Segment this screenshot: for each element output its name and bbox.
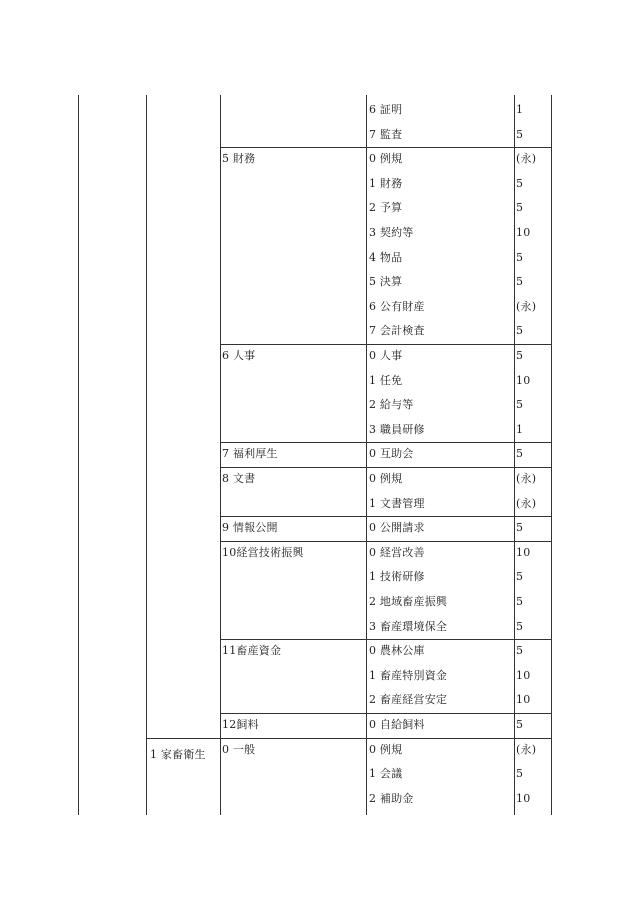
row-item-label: 7 監査: [369, 127, 403, 141]
row-item-label: 5 決算: [369, 275, 403, 289]
group-divider: [146, 738, 551, 739]
row-retention-years: 5: [516, 718, 524, 731]
group-divider: [220, 639, 551, 640]
row-retention-years: 5: [516, 767, 524, 781]
row-retention-years: 10: [516, 693, 531, 707]
row-group-label: 11畜産資金: [222, 644, 282, 658]
group-divider: [220, 713, 551, 714]
row-item-label: 0 例規: [369, 742, 403, 756]
row-retention-years: 10: [516, 668, 531, 682]
row-retention-years: 5: [516, 349, 524, 362]
row-retention-years: (永): [516, 299, 537, 313]
row-retention-years: 10: [516, 545, 531, 559]
row-retention-years: (永): [516, 152, 537, 166]
row-item-label: 0 農林公庫: [369, 644, 425, 658]
column-rule-0: [78, 95, 79, 815]
row-item-label: 1 会議: [369, 767, 403, 781]
row-retention-years: (永): [516, 496, 537, 510]
group-divider: [220, 147, 551, 148]
row-group-label: 12飼料: [222, 718, 259, 731]
row-item-label: 1 畜産特別資金: [369, 668, 448, 682]
row-group-label: 7 福利厚生: [222, 447, 278, 461]
row-item-label: 6 公有財産: [369, 299, 425, 313]
group-divider: [220, 541, 551, 542]
row-retention-years: 5: [516, 275, 524, 289]
row-item-label: 3 畜産環境保全: [369, 619, 448, 633]
group-divider: [220, 344, 551, 345]
group-divider: [220, 442, 551, 443]
row-item-label: 7 会計検査: [369, 324, 425, 338]
row-item-label: 2 地域畜産振興: [369, 595, 448, 608]
row-group-label: 10経営技術振興: [222, 545, 304, 559]
row-retention-years: 10: [516, 373, 531, 387]
row-item-label: 2 予算: [369, 201, 403, 215]
row-group-label: 6 人事: [222, 349, 256, 362]
row-item-label: 4 物品: [369, 250, 403, 264]
row-retention-years: 5: [516, 447, 524, 461]
row-item-label: 1 技術研修: [369, 570, 425, 584]
row-item-label: 2 補助金: [369, 791, 414, 805]
row-retention-years: 10: [516, 226, 531, 239]
row-retention-years: 5: [516, 570, 524, 584]
row-retention-years: 5: [516, 176, 524, 190]
row-retention-years: 5: [516, 595, 524, 608]
row-retention-years: 5: [516, 644, 524, 658]
column-rule-4: [514, 95, 515, 815]
row-retention-years: 5: [516, 201, 524, 215]
row-group-label: 0 一般: [222, 742, 256, 756]
row-retention-years: 5: [516, 619, 524, 633]
row-item-label: 1 財務: [369, 176, 403, 190]
row-item-label: 1 任免: [369, 373, 403, 387]
row-retention-years: (永): [516, 472, 537, 485]
row-item-label: 0 例規: [369, 472, 403, 485]
group-divider: [220, 467, 551, 468]
column-rule-1: [146, 95, 147, 815]
row-retention-years: 1: [516, 103, 524, 116]
section-label: 1 家畜衛生: [150, 748, 206, 761]
row-item-label: 3 契約等: [369, 226, 414, 239]
row-item-label: 2 給与等: [369, 398, 414, 412]
row-item-label: 0 互助会: [369, 447, 414, 461]
row-retention-years: 5: [516, 324, 524, 338]
row-item-label: 0 経営改善: [369, 545, 425, 559]
row-item-label: 0 公開請求: [369, 521, 425, 535]
row-retention-years: (永): [516, 742, 537, 756]
row-item-label: 0 自給飼料: [369, 718, 425, 731]
row-item-label: 0 例規: [369, 152, 403, 166]
row-item-label: 1 文書管理: [369, 496, 425, 510]
row-retention-years: 1: [516, 422, 524, 436]
group-divider: [220, 516, 551, 517]
row-retention-years: 10: [516, 791, 531, 805]
row-retention-years: 5: [516, 250, 524, 264]
row-item-label: 2 畜産経営安定: [369, 693, 448, 707]
row-item-label: 0 人事: [369, 349, 403, 362]
column-rule-5: [551, 95, 552, 815]
row-item-label: 6 証明: [369, 103, 403, 116]
row-item-label: 3 職員研修: [369, 422, 425, 436]
row-group-label: 8 文書: [222, 472, 256, 485]
row-group-label: 9 情報公開: [222, 521, 278, 535]
row-group-label: 5 財務: [222, 152, 256, 166]
row-retention-years: 5: [516, 521, 524, 535]
column-rule-3: [366, 95, 367, 815]
row-retention-years: 5: [516, 127, 524, 141]
row-retention-years: 5: [516, 398, 524, 412]
column-rule-2: [220, 95, 221, 815]
